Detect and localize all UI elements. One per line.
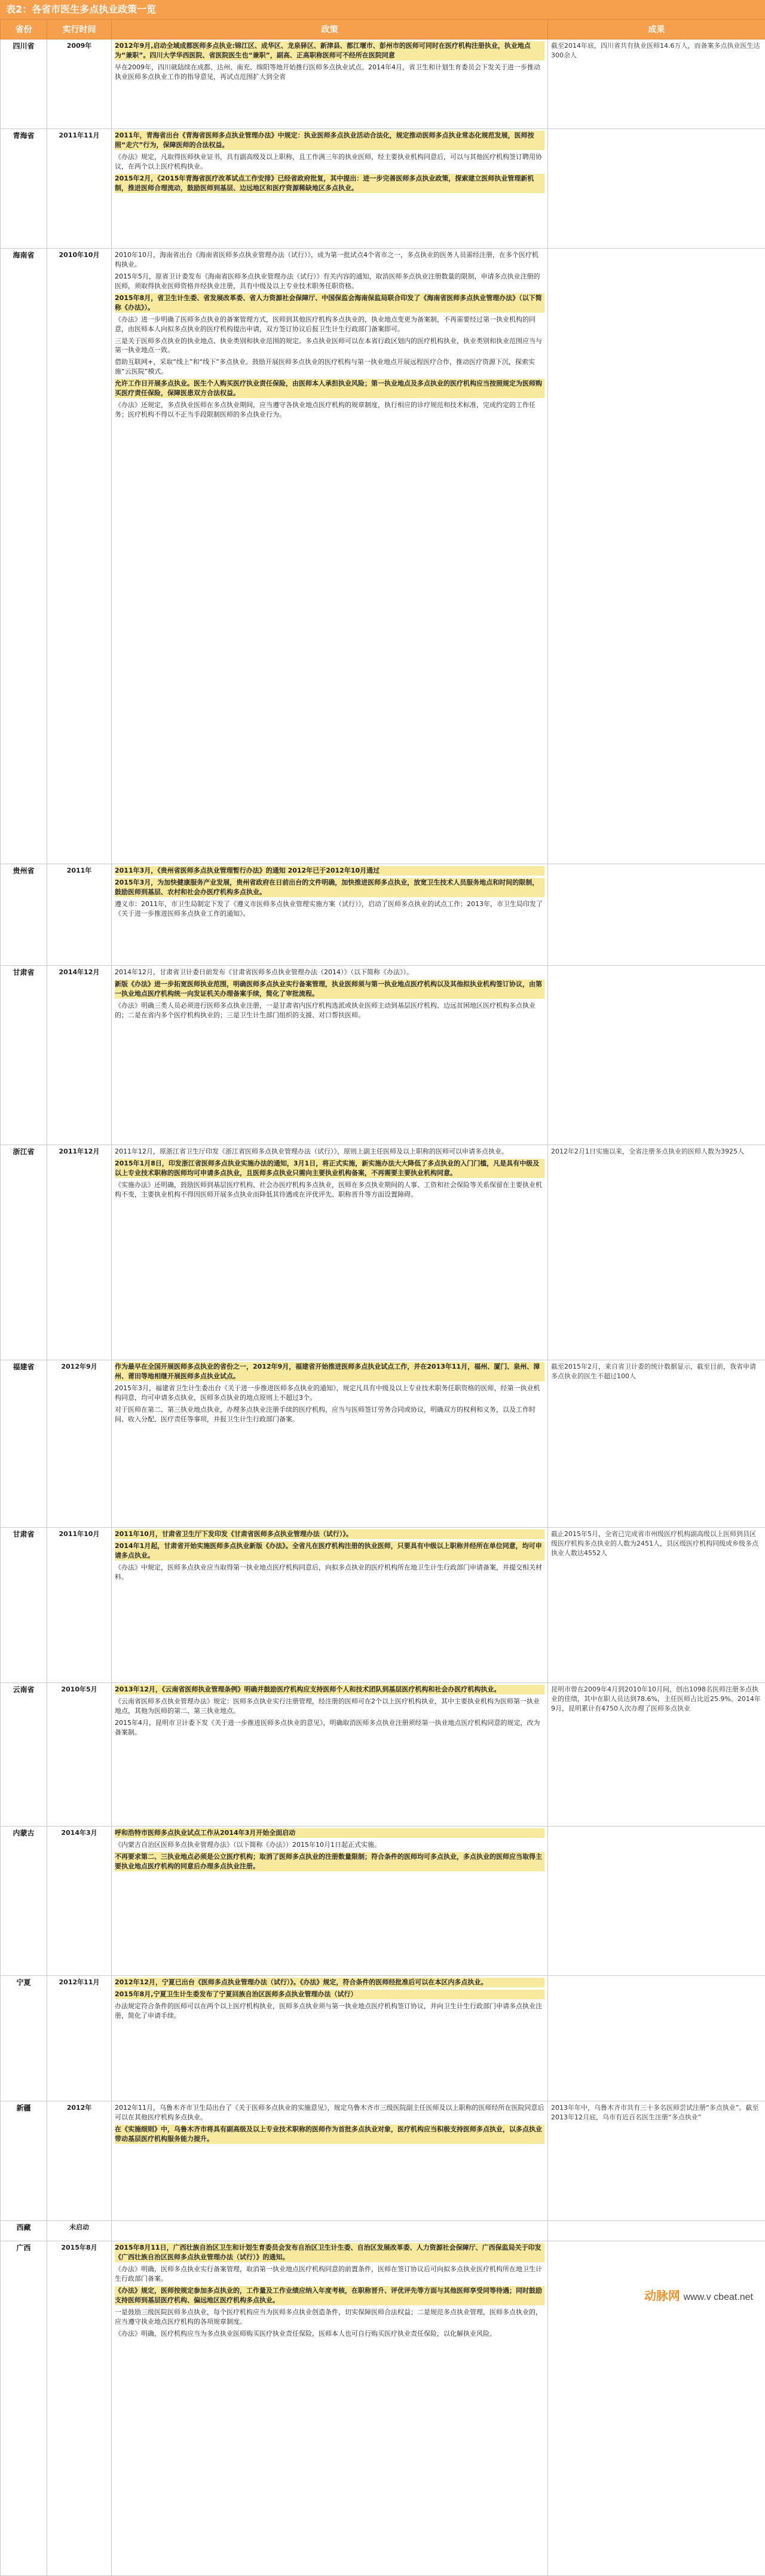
cell-province: 云南省: [1, 1683, 47, 1827]
cell-province: 青海省: [1, 129, 47, 249]
policy-paragraph: 早在2009年，四川就陆续在成都、达州、南充、绵阳等地开始推行医师多点执业试点。2014年4月，省卫生和计划生育委员会下发关于进一步推动执业医师多点执业工作的指导意见，再试点范围扩大到全省: [115, 63, 544, 82]
policy-paragraph: 2014年12月，甘肃省卫计委日前发布《甘肃省医师多点执业管理办法（2014）》（以下简称《办法》）。: [115, 968, 544, 977]
policy-paragraph: 2015年5月，原省卫计委发布《海南省医师多点执业管理办法（试行）》有关内容的通知，取消医师多点执业注册数量的限制，申请多点执业注册的医师，须取得执业医师资格并经执业注册，具有中级及以上专业技术职务任职资格。: [115, 272, 544, 291]
policy-paragraph: 三是关于医师多点执业的执业地点、执业类别和执业范围的规定。多点执业医师可以在本省行政区划内的医疗机构执业，执业类别和执业范围应当与第一执业地点一致。: [115, 336, 544, 356]
cell-policy: [112, 864, 548, 966]
cell-time: 2015年8月: [47, 2241, 112, 2576]
policy-paragraph: 《办法》明确，医师多点执业实行备案管理，取消第一执业地点医疗机构同意的前置条件，医师在签订协议后可向拟多点执业医疗机构所在地卫生计生行政部门备案。: [115, 2265, 544, 2284]
policy-paragraph: 《办法》明确，医疗机构应当为多点执业医师购买医疗执业责任保险，医师本人也可自行购买医疗执业责任保险，以化解执业风险。: [115, 2329, 544, 2339]
cell-time: 2011年11月: [47, 129, 112, 249]
policy-paragraph: 2013年12月，《云南省医师执业管理条例》明确并鼓励医疗机构应支持医师个人和技术团队到基层医疗机构和社会办医疗机构执业。: [115, 1685, 544, 1694]
policy-paragraph: 不再要求第二、三执业地点必须是公立医疗机构；取消了医师多点执业的注册数量限制；符合条件的医师均可多点执业，多点执业的医师应当取得主要执业地点医疗机构的同意后办理多点执业注册。: [115, 1852, 544, 1871]
cell-result: [548, 864, 765, 966]
cell-policy: [112, 2221, 548, 2241]
cell-result: 截至2014年底，四川省共有执业医师14.6万人，而备案多点执业医生达300余人: [548, 39, 765, 129]
cell-province: 新疆: [1, 2101, 47, 2221]
cell-result: 2013年年中，乌鲁木齐市共有三十多名医师尝试注册“多点执业”。截至2013年12月底，乌市有近百名医生注册“多点执业”: [548, 2101, 765, 2221]
policy-paragraph: 新版《办法》进一步拓宽医师执业范围，明确医师多点执业实行备案管理，执业医师须与第一执业地点医疗机构以及其他拟执业机构签订协议，由第一执业地点医疗机构统一向发证机关办理备案手续，简化了审批流程。: [115, 980, 544, 999]
header-policy: 政策: [112, 20, 548, 39]
policy-paragraph: 《办法》规定，凡取得医师执业证书，具有副高级及以上职称，且工作满三年的执业医师，经主要执业机构同意后，可以与其他医疗机构签订聘用协议，在两个以上医疗机构执业。: [115, 152, 544, 172]
header-row: [1, 20, 765, 39]
policy-paragraph: 《实施办法》还明确，鼓励医师到基层医疗机构、社会办医疗机构多点执业，医师在多点执业期间的人事、工资和社会保险等关系保留在主要执业机构不变，主要执业机构不得因医师开展多点执业而降低其待遇或在评优评先、职称晋升等方面设置障碍。: [115, 1180, 544, 1200]
table-row: [1, 1145, 765, 1360]
table-row: [1, 1683, 765, 1827]
policy-paragraph: 2011年，青海省出台《青海省医师多点执业管理办法》中规定：执业医师多点执业活动合法化，规定推动医师多点执业常态化规范发展，医师按照“走穴”行为，保障医师的合法权益。: [115, 131, 544, 150]
header-time: 实行时间: [47, 20, 112, 39]
cell-result: [548, 129, 765, 249]
header-result: 成果: [548, 20, 765, 39]
cell-result: [548, 966, 765, 1145]
table-row: [1, 39, 765, 129]
cell-result: 2012年2月1日实施以来，全省注册多点执业的医师人数为3925人: [548, 1145, 765, 1360]
cell-province: 四川省: [1, 39, 47, 129]
cell-province: 宁夏: [1, 1976, 47, 2101]
policy-paragraph: 2015年3月，福建省卫生计生委出台《关于进一步推进医师多点执业的通知》，规定凡具有中级及以上专业技术职务任职资格的医师，经第一执业机构同意，均可申请多点执业，医师多点执业的地点原则上不超过3个。: [115, 1384, 544, 1403]
table-row: [1, 1827, 765, 1976]
cell-result: 截止2015年5月，全省已完成省市州级医疗机构副高级以上医师到县区级医疗机构多点执业的人数为2451人，县区级医疗机构同级或乡级多点执业人数达4552人: [548, 1528, 765, 1683]
policy-paragraph: 2015年4月，昆明市卫计委下发《关于进一步推进医师多点执业的意见》，明确取消医师多点执业注册须经第一执业地点医疗机构同意的规定，改为备案制。: [115, 1718, 544, 1737]
policy-paragraph: 《办法》还规定，多点执业医师在多点执业期间，应当遵守各执业地点医疗机构的规章制度，执行相应的诊疗规范和技术标准，完成约定的工作任务；医疗机构不得以不正当手段限制医师的多点执业行为。: [115, 400, 544, 420]
table-row: [1, 2221, 765, 2241]
cell-province: 海南省: [1, 249, 47, 864]
policy-paragraph: 呼和浩特市医师多点执业试点工作从2014年3月开始全面启动: [115, 1828, 544, 1838]
policy-paragraph: 《内蒙古自治区医师多点执业管理办法》（以下简称《办法》）2015年10月1日起正式实施。: [115, 1840, 544, 1850]
policy-paragraph: 借助互联网+，采取“线上”和“线下”多点执业。鼓励开展医师多点执业的医疗机构与第一执业地点开展远程医疗合作，推动医疗资源下沉，探索实施“云医院”模式。: [115, 357, 544, 377]
table-title: 表2：各省市医生多点执业政策一览: [0, 0, 765, 19]
cell-result: [548, 1827, 765, 1976]
cell-time: 2009年: [47, 39, 112, 129]
policy-paragraph: 《办法》进一步明确了医师多点执业的备案管理方式，医师到其他医疗机构多点执业的，执业地点变更为备案制，不再需要经过第一执业机构的同意，由医师本人向拟多点执业的医疗机构提出申请，双方签订协议后报卫生计生行政部门备案即可。: [115, 315, 544, 334]
cell-time: 2011年10月: [47, 1528, 112, 1683]
cell-policy: [112, 1360, 548, 1528]
table-row: [1, 249, 765, 864]
cell-policy: [112, 1145, 548, 1360]
cell-result: 昆明市曾在2009年4月到2010年10月间，创出1098名医师注册多点执业的佳绩，其中在职人员达到78.6%，主任医师占比近25.9%。2014年9月，昆明累计有4750人次办理了医师多点执业: [548, 1683, 765, 1827]
policy-paragraph: 2011年12月，原浙江省卫生厅印发《浙江省医师多点执业管理办法（试行）》，原则上副主任医师及以上职称的医师可以申请多点执业。: [115, 1147, 544, 1157]
cell-time: 2012年: [47, 2101, 112, 2221]
policy-paragraph: 允许工作日开展多点执业。医生个人购买医疗执业责任保险，由医师本人承担执业风险；第一执业地点及多点执业的医疗机构应当按照规定为医师购买医疗责任保险，保障医患双方合法权益。: [115, 379, 544, 398]
cell-policy: [112, 1976, 548, 2101]
policy-table: [0, 19, 765, 2576]
table-row: [1, 129, 765, 249]
policy-paragraph: 作为最早在全国开展医师多点执业的省份之一，2012年9月，福建省开始推进医师多点执业试点工作，并在2013年11月，福州、厦门、泉州、漳州、莆田等地相继开展医师多点执业试点。: [115, 1362, 544, 1381]
cell-time: 2012年9月: [47, 1360, 112, 1528]
policy-paragraph: 2015年8月，省卫生计生委、省发展改革委、省人力资源社会保障厅、中国保监会海南保监局联合印发了《海南省医师多点执业管理办法》（以下简称《办法》）。: [115, 293, 544, 313]
watermark-brand: 动脉网: [644, 2290, 680, 2303]
policy-paragraph: 2012年12月，宁夏已出台《医师多点执业管理办法（试行）》。《办法》规定，符合条件的医师经批准后可以在本区内多点执业。: [115, 1978, 544, 1987]
table-row: [1, 1528, 765, 1683]
watermark-site: www.v cbeat.net: [684, 2292, 754, 2302]
cell-time: 2014年3月: [47, 1827, 112, 1976]
table-row: [1, 864, 765, 966]
cell-policy: [112, 39, 548, 129]
cell-province: 贵州省: [1, 864, 47, 966]
policy-paragraph: 2010年10月，海南省出台《海南省医师多点执业管理办法（试行）》，成为第一批试点4个省市之一，多点执业的医务人员需经注册，在多个医疗机构执业。: [115, 250, 544, 270]
policy-paragraph: 2011年3月，《贵州省医师多点执业管理暂行办法》的通知 2012年已于2012年10月通过: [115, 866, 544, 876]
cell-time: 2011年: [47, 864, 112, 966]
cell-result: [548, 2221, 765, 2241]
cell-province: 西藏: [1, 2221, 47, 2241]
table-row: [1, 1360, 765, 1528]
cell-time: 未启动: [47, 2221, 112, 2241]
watermark: [644, 2286, 753, 2303]
policy-paragraph: 2011年10月，甘肃省卫生厅下发印发《甘肃省医师多点执业管理办法（试行）》。: [115, 1529, 544, 1539]
cell-province: 福建省: [1, 1360, 47, 1528]
header-province: 省份: [1, 20, 47, 39]
cell-time: 2010年10月: [47, 249, 112, 864]
policy-paragraph: 2012年9月,启动全域成都医师多点执业:锦江区、成华区、龙泉驿区、新津县、都江堰市、彭州市的医师可同时在医疗机构注册执业，执业地点为“兼职”。四川大学华西医院、省医院医生也“兼职”，副高、正高职称医师可不经所在医院同意: [115, 41, 544, 60]
policy-paragraph: 2015年8月,宁夏卫生计生委发布了宁夏回族自治区医师多点执业管理办法（试行）: [115, 1990, 544, 1999]
cell-time: 2010年5月: [47, 1683, 112, 1827]
cell-province: 甘肃省: [1, 966, 47, 1145]
cell-result: 截至2015年2月，来自省卫计委的统计数据显示，截至目前，我省申请多点执业的医生不超过100人: [548, 1360, 765, 1528]
cell-time: 2012年11月: [47, 1976, 112, 2101]
table-row: [1, 2101, 765, 2221]
policy-paragraph: 2012年11月，乌鲁木齐市卫生局出台了《关于医师多点执业的实施意见》，规定乌鲁木齐市三级医院副主任医师及以上职称的医师经所在医院同意后可以在其他医疗机构多点执业。: [115, 2103, 544, 2122]
policy-paragraph: 《办法》规定，医师按规定参加多点执业的，工作量及工作业绩应纳入年度考核，在职称晋升、评优评先等方面与其他医师享受同等待遇；同时鼓励支持医师到基层医疗机构、偏远地区医疗机构多点执业。: [115, 2286, 544, 2305]
policy-paragraph: 《办法》明确三类人员必须进行医师多点执业注册，一是甘肃省内医疗机构选派或执业医师主动到基层医疗机构、边远贫困地区医疗机构多点执业的；二是在省内多个医疗机构执业的；三是卫生计生部门组织的支援、对口帮扶医师。: [115, 1001, 544, 1020]
policy-paragraph: 2015年1月8日，印发浙江省医师多点执业实施办法的通知，3月1日，将正式实施，新实施办法大大降低了多点执业的入门门槛，凡是具有中级及以上专业技术职称的医师均可申请多点执业，且医师多点执业只需向主要执业机构备案，不再需要主要执业机构同意。: [115, 1159, 544, 1178]
policy-paragraph: 办法规定符合条件的医师可以在两个以上医疗机构执业，医师多点执业须与第一执业地点医疗机构签订协议，并向卫生计生行政部门申请多点执业注册，简化了申请手续。: [115, 2002, 544, 2021]
cell-result: [548, 249, 765, 864]
cell-province: 浙江省: [1, 1145, 47, 1360]
policy-paragraph: 一是鼓励三级医院医师多点执业，每个医疗机构应当为医师多点执业创造条件，切实保障医师合法权益；二是规范多点执业管理，医师多点执业的，应当遵守执业地点医疗机构的各项规章制度。: [115, 2308, 544, 2327]
cell-policy: [112, 1528, 548, 1683]
cell-policy: [112, 966, 548, 1145]
table-row: [1, 1976, 765, 2101]
cell-policy: [112, 1827, 548, 1976]
policy-paragraph: 《办法》中规定，医师多点执业应当取得第一执业地点医疗机构同意后，向拟多点执业的医疗机构所在地卫生计生行政部门申请备案，并提交相关材料。: [115, 1563, 544, 1582]
table-body: [1, 39, 765, 2576]
policy-paragraph: 2014年1月起，甘肃省开始实施医师多点执业新版《办法》。全省凡在医疗机构注册的执业医师，只要具有中级以上职称并经所在单位同意，均可申请多点执业。: [115, 1541, 544, 1561]
policy-paragraph: 2015年8月11日，广西壮族自治区卫生和计划生育委员会发布自治区卫生计生委、自治区发展改革委、人力资源社会保障厅、广西保监局关于印发《广西壮族自治区医师多点执业管理办法（试行）》的通知。: [115, 2243, 544, 2262]
policy-paragraph: 《云南省医师多点执业管理办法》规定：医师多点执业实行注册管理，经注册的医师可在2个以上医疗机构执业，其中主要执业机构为医师第一执业地点，其他为医师的第二、第三执业地点。: [115, 1697, 544, 1716]
cell-policy: [112, 2241, 548, 2576]
cell-policy: [112, 129, 548, 249]
policy-paragraph: 在《实施细则》中，乌鲁木齐市将具有副高级及以上专业技术职称的医师作为首批多点执业对象，医疗机构应当积极支持医师多点执业，以多点执业带动基层医疗机构服务能力提升。: [115, 2125, 544, 2144]
policy-paragraph: 2015年2月，《2015年青海省医疗改革试点工作安排》已经省政府批复，其中提出：进一步完善医师多点执业政策，探索建立医师执业管理新机制，推进医师合理流动，鼓励医师到基层、边远地区和医疗资源稀缺地区多点执业。: [115, 174, 544, 193]
cell-time: 2014年12月: [47, 966, 112, 1145]
cell-policy: [112, 249, 548, 864]
table-row: [1, 966, 765, 1145]
policy-paragraph: 对于医师在第二、第三执业地点执业，办理多点执业注册手续的医疗机构，应当与医师签订劳务合同或协议，明确双方的权利和义务，以及工作时间、收入分配、医疗责任等事项，并报卫生计生行政部门备案。: [115, 1405, 544, 1424]
policy-paragraph: 遵义市：2011年，市卫生局制定下发了《遵义市医师多点执业管理实施方案（试行）》，启动了医师多点执业的试点工作；2013年，市卫生局印发了《关于进一步推进医师多点执业工作的通知》。: [115, 900, 544, 919]
cell-province: 广西: [1, 2241, 47, 2576]
cell-province: 甘肃省: [1, 1528, 47, 1683]
cell-result: [548, 1976, 765, 2101]
cell-policy: [112, 2101, 548, 2221]
policy-paragraph: 2015年3月，为加快健康服务产业发展，贵州省政府在日前出台的文件明确，加快推进医师多点执业，放宽卫生技术人员服务地点和时间的限制，鼓励医师到基层、农村和社会办医疗机构多点执业。: [115, 878, 544, 897]
cell-province: 内蒙古: [1, 1827, 47, 1976]
cell-policy: [112, 1683, 548, 1827]
cell-time: 2011年12月: [47, 1145, 112, 1360]
